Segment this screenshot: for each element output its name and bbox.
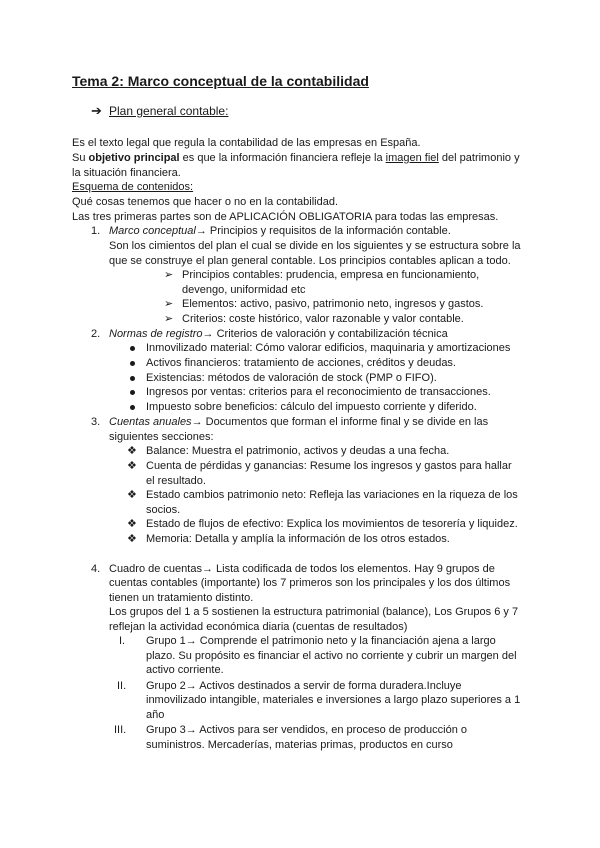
group2-line-3: año <box>146 709 165 721</box>
item3-sub-1: Balance: Muestra el patrimonio, activos y deudas a una fecha. <box>146 445 450 457</box>
group3-line-2: suministros. Mercaderías, materias primas, productos en curso <box>146 739 453 751</box>
italic-label: Marco conceptual <box>109 225 196 237</box>
item2-bullet-1: Inmovilizado material: Cómo valorar edificios, maquinaria y amortizaciones <box>146 342 511 354</box>
underlined-text: imagen fiel <box>385 152 439 164</box>
diamond-bullet-icon: ❖ <box>127 460 137 472</box>
item2-bullet-2: Activos financieros: tratamiento de acciones, créditos y deudas. <box>146 357 456 369</box>
diamond-bullet-icon: ❖ <box>127 489 137 501</box>
page-title: Tema 2: Marco conceptual de la contabilidad <box>72 73 369 89</box>
item2-bullet-4: Ingresos por ventas: criterios para el reconocimiento de transacciones. <box>146 386 491 398</box>
item4-line-1: Cuadro de cuentas→ Lista codificada de todos los elementos. Hay 9 grupos de <box>109 563 495 575</box>
intro-line-1: Es el texto legal que regula la contabilidad de las empresas en España. <box>72 137 421 149</box>
round-bullet-icon <box>130 405 135 410</box>
item1-line-2: Son los cimientos del plan el cual se divide en los siguientes y se estructura sobre la <box>109 240 521 252</box>
item2-bullet-5: Impuesto sobre beneficios: cálculo del impuesto corriente y diferido. <box>146 401 477 413</box>
item3-sub-4: Estado de flujos de efectivo: Explica los movimientos de tesorería y liquidez. <box>146 518 518 530</box>
item2-line-1 <box>109 327 448 341</box>
item2-bullet-3: Existencias: métodos de valoración de stock (PMP o FIFO). <box>146 372 437 384</box>
roman-numeral: I. <box>119 635 126 647</box>
round-bullet-icon <box>130 346 135 351</box>
text-span: Su <box>72 152 89 164</box>
item1-sub-1a: Principios contables: prudencia, empresa en funcionamiento, <box>182 269 480 281</box>
item4-line-3: tienen un tratamiento distinto. <box>109 592 254 604</box>
diamond-bullet-icon: ❖ <box>127 518 137 530</box>
arrow-bullet-icon: ➔ <box>91 103 102 118</box>
diamond-bullet-icon: ❖ <box>127 533 137 545</box>
round-bullet-icon <box>130 390 135 395</box>
section-heading: Plan general contable: <box>109 104 229 118</box>
item3-sub-2a: Cuenta de pérdidas y ganancias: Resume los ingresos y gastos para hallar <box>146 460 512 472</box>
roman-numeral: III. <box>114 724 127 736</box>
chevron-bullet-icon: ➢ <box>164 298 174 310</box>
chevron-bullet-icon: ➢ <box>164 269 174 281</box>
item4-line-2: cuentas contables (importante) los 7 primeros son los principales y los dos últimos <box>109 577 511 589</box>
item4-line-4: Los grupos del 1 a 5 sostienen la estructura patrimonial (balance), Los Grupos 6 y 7 <box>109 606 519 618</box>
text-span: del patrimonio y <box>438 152 520 164</box>
item3-sub-5: Memoria: Detalla y amplía la información de los otros estados. <box>146 533 450 545</box>
item1-sub-2: Elementos: activo, pasivo, patrimonio neto, ingresos y gastos. <box>182 298 484 310</box>
italic-label: Normas de registro <box>109 328 203 340</box>
intro-line-2 <box>72 151 520 165</box>
item1-sub-3: Criterios: coste histórico, valor razonable y valor contable. <box>182 313 464 325</box>
item1-sub-1b: devengo, uniformidad etc <box>182 284 306 296</box>
text-span: es que la información financiera refleje la <box>179 152 386 164</box>
item3-sub-3a: Estado cambios patrimonio neto: Refleja las variaciones en la riqueza de los <box>146 489 518 501</box>
list-number: 2. <box>91 328 101 340</box>
diamond-bullet-icon: ❖ <box>127 445 137 457</box>
chevron-bullet-icon: ➢ <box>164 313 174 325</box>
round-bullet-icon <box>130 361 135 366</box>
text-span: → Documentos que forman el informe final y se divide en las <box>191 416 489 428</box>
group2-line-2: inmovilizado intangible, materiales e inversiones a largo plazo superiores a 1 <box>146 694 521 706</box>
item4-line-5: reflejan la actividad económica diaria (cuentas de resultados) <box>109 621 408 633</box>
bold-text: objetivo principal <box>88 152 180 164</box>
group1-line-2: plazo. Su propósito es financiar el activo no corriente y cubrir un margen del <box>146 650 517 662</box>
italic-label: Cuentas anuales <box>109 416 192 428</box>
intro-line-5: Las tres primeras partes son de APLICACIÓN OBLIGATORIA para todas las empresas. <box>72 211 499 223</box>
item1-line-1 <box>109 224 451 238</box>
intro-line-3: la situación financiera. <box>72 167 181 179</box>
intro-line-4: Qué cosas tenemos que hacer o no en la contabilidad. <box>72 196 339 208</box>
group1-line-3: activo corriente. <box>146 664 224 676</box>
item3-line-2: siguientes secciones: <box>109 431 214 443</box>
group3-line-1: Grupo 3→ Activos para ser vendidos, en proceso de producción o <box>146 724 468 736</box>
list-number: 3. <box>91 416 101 428</box>
list-number: 4. <box>91 563 101 575</box>
text-span: → Principios y requisitos de la información contable. <box>195 225 451 237</box>
list-number: 1. <box>91 225 101 237</box>
group2-line-1: Grupo 2→ Activos destinados a servir de forma duradera.Incluye <box>146 680 462 692</box>
text-span: → Criterios de valoración y contabilización técnica <box>202 328 448 340</box>
item3-sub-3b: socios. <box>146 504 181 516</box>
group1-line-1: Grupo 1→ Comprende el patrimonio neto y la financiación ajena a largo <box>146 635 496 647</box>
item1-line-3: que se construye el plan general contable. Los principios contables aplican a todo. <box>109 255 511 267</box>
item3-sub-2b: el resultado. <box>146 475 206 487</box>
round-bullet-icon <box>130 376 135 381</box>
item3-line-1 <box>109 415 488 429</box>
esquema-heading: Esquema de contenidos: <box>72 181 194 193</box>
roman-numeral: II. <box>117 680 127 692</box>
